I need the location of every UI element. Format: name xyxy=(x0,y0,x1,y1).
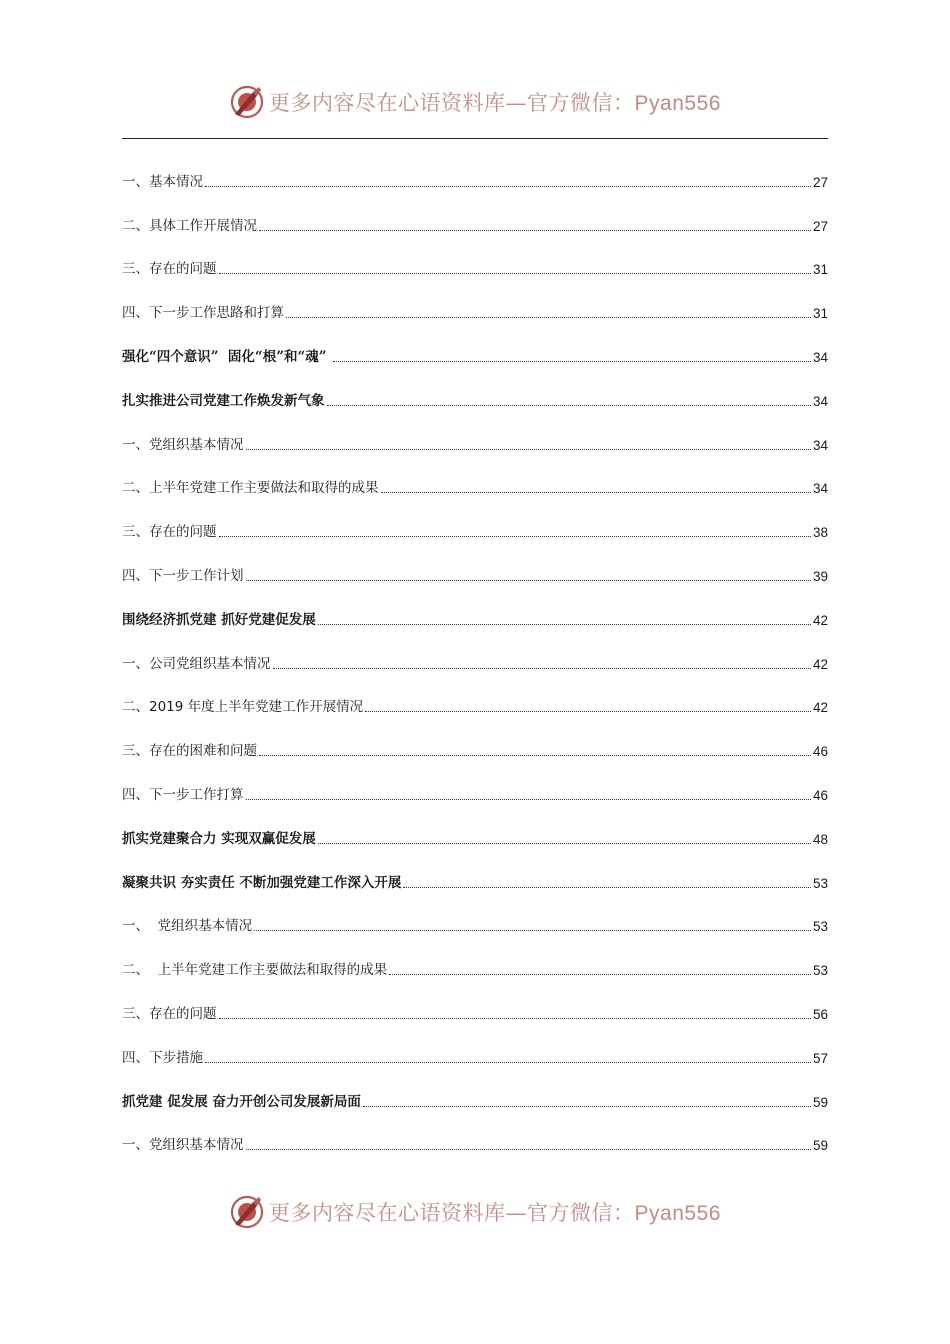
toc-entry-page: 57 xyxy=(812,1050,828,1066)
toc-entry-title: 一、基本情况 xyxy=(122,173,203,190)
toc-entry-title: 一、党组织基本情况 xyxy=(122,436,244,453)
dot-leader xyxy=(286,317,811,318)
dot-leader xyxy=(381,492,811,493)
toc-entry-title: 强化“四个意识” 固化“根”和“魂” xyxy=(122,348,332,365)
toc-entry-title: 抓实党建聚合力 实现双赢促发展 xyxy=(122,830,316,847)
toc-entry-page: 38 xyxy=(812,525,828,541)
toc-entry-page: 53 xyxy=(812,919,828,935)
dot-leader xyxy=(205,186,811,187)
toc-entry-page: 39 xyxy=(812,568,828,584)
toc-entry-title: 二、具体工作开展情况 xyxy=(122,217,257,234)
toc-entry-title: 二、 上半年党建工作主要做法和取得的成果 xyxy=(122,962,388,979)
toc-entry[interactable] xyxy=(122,598,828,642)
toc-entry[interactable] xyxy=(122,686,828,730)
toc-entry[interactable] xyxy=(122,423,828,467)
toc-entry-page: 59 xyxy=(812,1094,828,1110)
dot-leader xyxy=(219,273,811,274)
toc-entry-title: 四、下一步工作思路和打算 xyxy=(122,305,284,322)
toc-entry-title: 三、存在的问题 xyxy=(122,261,217,278)
toc-entry[interactable] xyxy=(122,1036,828,1080)
toc-entry[interactable] xyxy=(122,379,828,423)
toc-entry-title: 二、上半年党建工作主要做法和取得的成果 xyxy=(122,480,379,497)
toc-entry[interactable] xyxy=(122,510,828,554)
toc-entry[interactable] xyxy=(122,1124,828,1168)
toc-entry-title: 三、存在的问题 xyxy=(122,524,217,541)
toc-entry-title: 凝聚共识 夯实责任 不断加强党建工作深入开展 xyxy=(122,874,402,891)
toc-entry[interactable] xyxy=(122,905,828,949)
dot-leader xyxy=(403,887,811,888)
dot-leader xyxy=(327,405,811,406)
toc-entry-title: 三、存在的问题 xyxy=(122,1005,217,1022)
toc-entry-page: 27 xyxy=(812,174,828,190)
dot-leader xyxy=(273,668,811,669)
toc-entry-title: 一、公司党组织基本情况 xyxy=(122,655,271,672)
toc-entry-page: 53 xyxy=(812,875,828,891)
toc-entry-page: 34 xyxy=(812,481,828,497)
toc-entry[interactable] xyxy=(122,335,828,379)
toc-entry[interactable] xyxy=(122,773,828,817)
toc-entry-title: 扎实推进公司党建工作焕发新气象 xyxy=(122,392,325,409)
pen-logo-icon xyxy=(229,1194,265,1230)
toc-entry-page: 59 xyxy=(812,1138,828,1154)
toc-entry[interactable] xyxy=(122,160,828,204)
toc-entry-title: 四、下步措施 xyxy=(122,1049,203,1066)
dot-leader xyxy=(259,755,811,756)
toc-entry[interactable] xyxy=(122,1080,828,1124)
toc-entry-title: 抓党建 促发展 奋力开创公司发展新局面 xyxy=(122,1093,361,1110)
dot-leader xyxy=(219,536,811,537)
toc-entry-page: 31 xyxy=(812,306,828,322)
dot-leader xyxy=(318,843,811,844)
toc-entry-title: 四、下一步工作计划 xyxy=(122,567,244,584)
dot-leader xyxy=(259,230,811,231)
toc-entry[interactable] xyxy=(122,554,828,598)
toc-entry[interactable] xyxy=(122,642,828,686)
toc-entry-title: 一、 党组织基本情况 xyxy=(122,918,253,935)
toc-entry-page: 42 xyxy=(812,656,828,672)
pen-logo-icon xyxy=(229,84,265,120)
dot-leader xyxy=(365,711,811,712)
toc-entry-page: 42 xyxy=(812,612,828,628)
toc-entry[interactable] xyxy=(122,467,828,511)
toc-entry-page: 34 xyxy=(812,393,828,409)
dot-leader xyxy=(254,930,811,931)
toc-entry-page: 34 xyxy=(812,349,828,365)
table-of-contents xyxy=(122,160,828,1167)
toc-entry-title: 四、下一步工作打算 xyxy=(122,786,244,803)
dot-leader xyxy=(246,449,811,450)
toc-entry-page: 53 xyxy=(812,963,828,979)
toc-entry[interactable] xyxy=(122,817,828,861)
dot-leader xyxy=(333,361,811,362)
toc-entry[interactable] xyxy=(122,948,828,992)
toc-entry[interactable] xyxy=(122,729,828,773)
dot-leader xyxy=(246,799,811,800)
toc-entry[interactable] xyxy=(122,204,828,248)
dot-leader xyxy=(318,624,811,625)
dot-leader xyxy=(205,1062,811,1063)
footer-banner-text: 更多内容尽在心语资料库—官方微信：Pyan556 xyxy=(269,1201,721,1225)
toc-entry-page: 42 xyxy=(812,700,828,716)
toc-entry-page: 27 xyxy=(812,218,828,234)
dot-leader xyxy=(246,580,811,581)
toc-entry-title: 一、党组织基本情况 xyxy=(122,1137,244,1154)
header-wechat-id: Pyan556 xyxy=(634,92,721,115)
footer-wechat-id: Pyan556 xyxy=(634,1202,721,1225)
header-divider xyxy=(122,138,828,139)
toc-entry-title: 二、2019 年度上半年党建工作开展情况 xyxy=(122,699,364,716)
dot-leader xyxy=(363,1106,811,1107)
header-banner-text: 更多内容尽在心语资料库—官方微信：Pyan556 xyxy=(269,91,721,115)
toc-entry-page: 48 xyxy=(812,831,828,847)
toc-entry-page: 31 xyxy=(812,262,828,278)
footer-banner xyxy=(0,1190,950,1234)
dot-leader xyxy=(246,1149,811,1150)
toc-entry[interactable] xyxy=(122,992,828,1036)
dot-leader xyxy=(389,974,811,975)
toc-entry-page: 34 xyxy=(812,437,828,453)
toc-entry-title: 三、存在的困难和问题 xyxy=(122,743,257,760)
toc-entry[interactable] xyxy=(122,291,828,335)
toc-entry-page: 46 xyxy=(812,787,828,803)
dot-leader xyxy=(219,1018,811,1019)
toc-entry-page: 56 xyxy=(812,1006,828,1022)
toc-entry[interactable] xyxy=(122,861,828,905)
toc-entry-title: 围绕经济抓党建 抓好党建促发展 xyxy=(122,611,316,628)
header-banner xyxy=(0,80,950,124)
toc-entry-page: 46 xyxy=(812,744,828,760)
toc-entry[interactable] xyxy=(122,248,828,292)
